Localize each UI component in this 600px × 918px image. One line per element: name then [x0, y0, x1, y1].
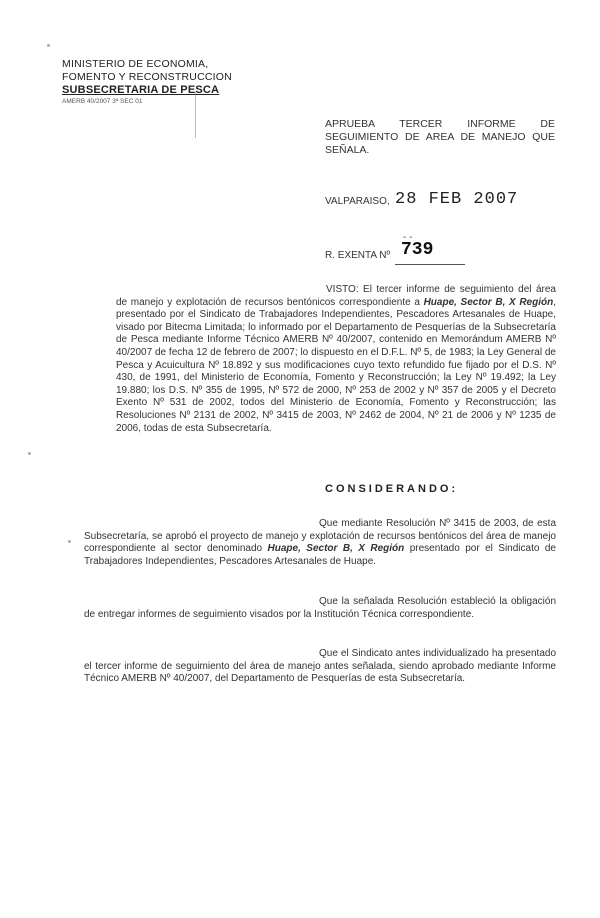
- considerando-heading: CONSIDERANDO:: [325, 483, 459, 495]
- place: VALPARAISO,: [325, 196, 390, 207]
- c1-text-2: presentado por el Sindicato de Trabajadores Independientes, Pescadores Artesanales de Huape.: [84, 543, 556, 567]
- subsecretaria-line: SUBSECRETARIA DE PESCA: [62, 84, 220, 96]
- scan-speck: [47, 44, 50, 47]
- reference-code: AMERB 40/2007 3ª SEC 01: [62, 98, 143, 105]
- place-date: [325, 190, 565, 210]
- scan-speck: [68, 540, 71, 543]
- resolution-number: [325, 240, 475, 264]
- scan-speck: [28, 452, 31, 455]
- date-stamp: 28 FEB 2007: [395, 190, 519, 209]
- visto-text-2: , presentado por el Sindicato de Trabajadores Independientes, Pescadores Artesanales de Huape, visado por Bitecma Limitada; lo informado por el Departamento de Pesquerías de la Subsecretaría de Pesca mediante Informe Técnico AMERB Nº 40/2007, contenido en Memorándum AMERB Nº 40/2007 de fecha 12 de febrero de 2007; lo dispuesto en el D.F.L. Nº 5, de 1983; la Ley General de Pesca y Acuicultura Nº 18.892 y sus modificaciones cuyo texto refundido fue fijado por el D.S. Nº 430, de 1991, del Ministerio de Economía, Fomento y Reconstrucción; la Ley Nº 19.492; la Ley 19.880; los D.S. Nº 355 de 1995, Nº 572 de 2000, Nº 253 de 2002 y Nº 357 de 2005 y el Decreto Exento Nº 531 de 2002, todos del Ministerio de Economía, Fomento y Reconstrucción; las Resoluciones Nº 2131 de 2002, Nº 3415 de 2003, Nº 2462 de 2004, Nº 21 de 2006 y Nº 1235 de 2006, todas de esta Subsecretaría.: [116, 296, 556, 434]
- resolution-label: R. EXENTA Nº: [325, 250, 391, 261]
- considerando-3: Que el Sindicato antes individualizado ha presentado el tercer informe de seguimiento del área de manejo antes señalada, siendo aprobado mediante Informe Técnico AMERB Nº 40/2007, del Departamento de Pesquerías de esta Subsecretaría.: [84, 648, 556, 685]
- ministry-line: MINISTERIO DE ECONOMIA,: [62, 58, 209, 70]
- considerando-2: Que la señalada Resolución estableció la obligación de entregar informes de seguimiento visados por la Institución Técnica correspondiente.: [84, 596, 556, 620]
- dash-mark: - -: [403, 232, 413, 243]
- underline: [395, 264, 465, 265]
- considerando-1: [84, 518, 556, 568]
- c1-text-1: Que mediante Resolución Nº 3415 de 2003, de esta Subsecretaría, se aprobó el proyecto de manejo y explotación de recursos bentónicos del área de manejo correspondiente al sector denominado: [84, 518, 556, 555]
- ministry-line-2: FOMENTO Y RECONSTRUCCION: [62, 71, 232, 83]
- visto-place-emphasis: Huape, Sector B, X Región: [423, 296, 554, 308]
- resolution-value: 739: [401, 240, 434, 260]
- visto-paragraph: [116, 284, 556, 435]
- stamp-mark: [195, 92, 232, 138]
- document-summary: APRUEBA TERCER INFORME DE SEGUIMIENTO DE AREA DE MANEJO QUE SEÑALA.: [325, 118, 555, 156]
- c1-place-emphasis: Huape, Sector B, X Región: [267, 543, 405, 555]
- visto-text-1: VISTO: El tercer informe de seguimiento del área de manejo y explotación de recursos bentónicos correspondiente a: [116, 284, 556, 308]
